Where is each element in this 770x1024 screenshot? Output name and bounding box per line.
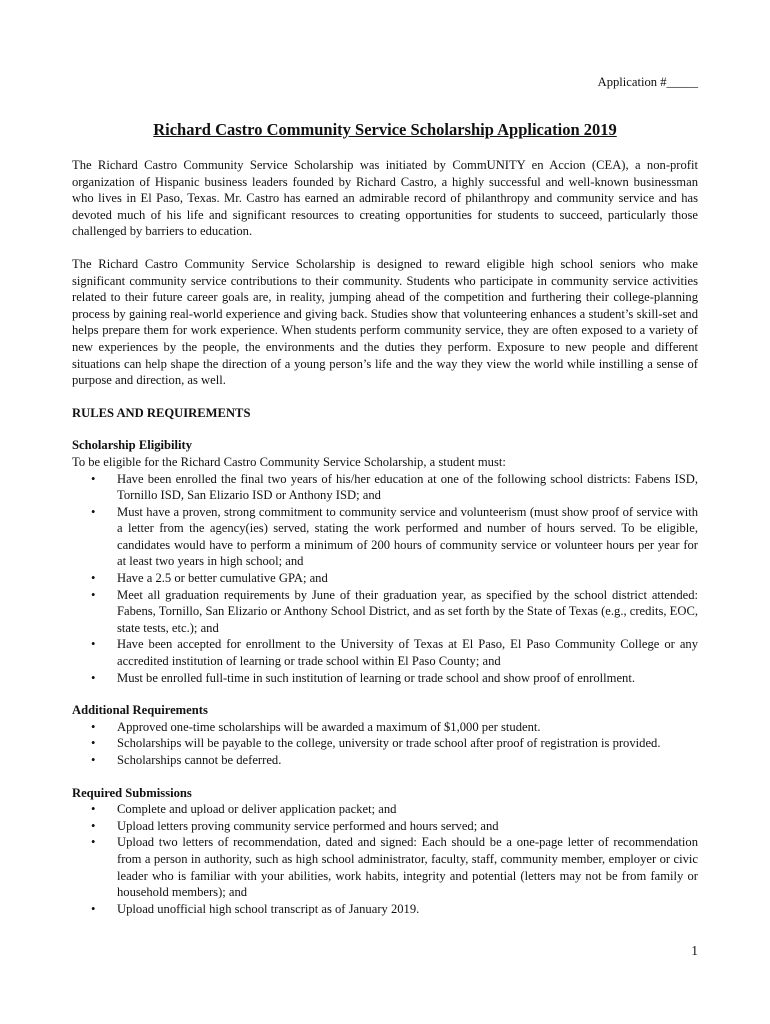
- additional-list: [72, 719, 698, 769]
- rules-heading: RULES AND REQUIREMENTS: [72, 405, 251, 420]
- eligibility-heading: Scholarship Eligibility: [72, 438, 193, 453]
- list-item: • Have been accepted for enrollment to the University of Texas at El Paso, El Paso Community College or any accredited institution of learning or trade school within El Paso County; and: [117, 636, 698, 669]
- list-item: • Upload unofficial high school transcript as of January 2019.: [117, 901, 698, 918]
- application-number: Application #_____: [597, 75, 698, 89]
- eligibility-lead: To be eligible for the Richard Castro Community Service Scholarship, a student must:: [72, 454, 506, 469]
- list-item: • Scholarships will be payable to the college, university or trade school after proof of registration is provided.: [117, 735, 698, 752]
- list-item: • Meet all graduation requirements by June of their graduation year, as specified by the school district attended: Fabens, Tornillo, San Elizario or Anthony School District, and as set forth by the State of Texas (e.g., credits, EOC, state tests, etc.); and: [117, 587, 698, 637]
- list-item: • Have a 2.5 or better cumulative GPA; and: [117, 570, 698, 587]
- list-item: • Approved one-time scholarships will be awarded a maximum of $1,000 per student.: [117, 719, 698, 736]
- submissions-list: [72, 801, 698, 917]
- list-item: • Upload two letters of recommendation, dated and signed: Each should be a one-page letter of recommendation from a person in authority, such as high school administrator, faculty, staff, community member, employer or civic leader who is familiar with your abilities, work habits, integrity and potential (letters may not be from family or household members); and: [117, 834, 698, 900]
- intro-paragraph-1: The Richard Castro Community Service Scholarship was initiated by CommUNITY en Accion (CEA), a non-profit organization of Hispanic business leaders founded by Richard Castro, a highly successful and well-known businessman who lives in El Paso, Texas. Mr. Castro has earned an admirable record of philanthropy and community service and has devoted much of his life and significant resources to creating opportunities for students to succeed, particularly those challenged by barriers to education.: [72, 158, 698, 239]
- additional-heading: Additional Requirements: [72, 703, 208, 718]
- eligibility-list: [72, 471, 698, 687]
- list-item: • Have been enrolled the final two years of his/her education at one of the following school districts: Fabens ISD, Tornillo ISD, San Elizario ISD or Anthony ISD; and: [117, 471, 698, 504]
- page-number: 1: [691, 943, 698, 958]
- submissions-heading: Required Submissions: [72, 785, 192, 800]
- list-item: • Upload letters proving community service performed and hours served; and: [117, 818, 698, 835]
- document-title: Richard Castro Community Service Scholarship Application 2019: [153, 120, 617, 139]
- document-body: [72, 157, 698, 917]
- intro-paragraph-2: The Richard Castro Community Service Scholarship is designed to reward eligible high school seniors who make significant community service contributions to their community. Students who participate in community service activities related to their future career goals are, in reality, jumping ahead of the competition and furthering their college-planning process by gaining real-world experience and giving back. Studies show that volunteering enhances a student’s skill-set and helps prepare them for work experience. When students perform community service, they are often exposed to a variety of new experiences by the people, the environments and the duties they perform. Exposure to new people and different situations can help shape the direction of a young person’s life and the way they view the world while instilling a sense of purpose and direction, as well.: [72, 256, 698, 388]
- list-item: • Must be enrolled full-time in such institution of learning or trade school and show proof of enrollment.: [117, 670, 698, 687]
- list-item: • Complete and upload or deliver application packet; and: [117, 801, 698, 818]
- list-item: • Scholarships cannot be deferred.: [117, 752, 698, 769]
- list-item: • Must have a proven, strong commitment to community service and volunteerism (must show proof of service with a letter from the agency(ies) served, stating the work performed and number of hours served. To be eligible, candidates would have to perform a minimum of 200 hours of community service or volunteer hours per year for at least two years in high school; and: [117, 504, 698, 570]
